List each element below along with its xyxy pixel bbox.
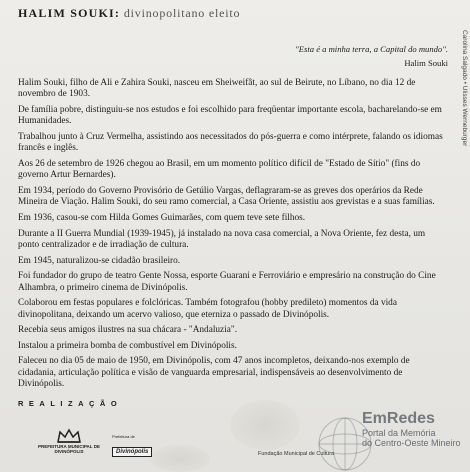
prefeitura-logo — [34, 428, 104, 454]
paper-stain — [230, 400, 300, 450]
emredes-watermark — [362, 410, 461, 448]
paragraph: Instalou a primeira bomba de combustível em Divinópolis. — [18, 340, 237, 351]
title-name: HALIM SOUKI: — [18, 6, 121, 20]
paragraph: Aos 26 de setembro de 1926 chegou ao Brasil, em um momento político difícil de "Estado de Sítio" (fins do governo Artur Bernardes). — [18, 159, 421, 181]
prefeitura-logo-text: PREFEITURA MUNICIPAL DE DIVINÓPOLIS — [38, 444, 100, 454]
photo-credit: Carolina Salgado • Ulisses Werneburger — [461, 30, 468, 147]
paragraph: Faleceu no dia 05 de maio de 1950, em Divinópolis, com 47 anos incompletos, deixando-nos exemplo de cidadania, articulação política e visão de vanguarda empresarial, indispensáveis ao desenvolvimento de Divinópolis. — [18, 356, 410, 390]
divinopolis-logo — [112, 434, 152, 458]
paragraph: De família pobre, distinguiu-se nos estudos e foi escolhido para freqüentar importante escola, bacharelando-se em Humanidades. — [18, 105, 442, 127]
epigraph-author: Halim Souki — [404, 58, 448, 68]
epigraph-quote: "Esta é a minha terra, a Capital do mundo". — [295, 44, 448, 54]
document-title — [18, 6, 240, 21]
title-subtitle: divinopolitano eleito — [120, 6, 241, 20]
biography-text — [18, 78, 448, 395]
watermark-line: Portal da Memória — [362, 428, 436, 438]
paragraph: Durante a II Guerra Mundial (1939-1945), já instalado na nova casa comercial, a Nova Oriente, fez desta, um ponto centralizador e de irradiação de cultura. — [18, 228, 426, 250]
paragraph: Halim Souki, filho de Ali e Zahira Souki, nasceu em Sheiweifât, ao sul de Beirute, no Líbano, no dia 12 de novembro de 1903. — [18, 78, 416, 100]
watermark-line: do Centro-Oeste Mineiro — [362, 438, 461, 448]
paper-stain — [150, 445, 210, 472]
paragraph: Em 1934, período do Governo Provisório de Getúlio Vargas, deflagraram-se as greves dos operários da Rede Mineira de Viação. Halim Souki, do seu ramo comercial, a Casa Oriente, assistiu aos grevistas e a suas famílias. — [18, 186, 435, 208]
divinopolis-logo-text: Divinópolis — [112, 447, 152, 457]
paragraph: Em 1945, naturalizou-se cidadão brasileiro. — [18, 255, 181, 266]
realizacao-heading: REALIZAÇÃO — [18, 399, 123, 408]
paragraph: Trabalhou junto à Cruz Vermelha, assistindo aos necessitados do pós-guerra e como intérprete, falando os idiomas francês e inglês. — [18, 132, 443, 154]
paragraph: Recebia seus amigos ilustres na sua chácara - "Andaluzia". — [18, 325, 238, 336]
paragraph: Em 1936, casou-se com Hilda Gomes Guimarães, com quem teve sete filhos. — [18, 213, 306, 223]
paragraph: Foi fundador do grupo de teatro Gente Nossa, esporte Guarani e Ferroviário e empresário na construção do Cine Alhambra, o primeiro cinema de Divinópolis. — [18, 271, 436, 293]
divinopolis-logo-pre: Prefeitura de — [112, 434, 135, 439]
fundacao-logo-text: Fundação Municipal de Cultura — [258, 451, 335, 457]
crown-emblem-icon — [56, 428, 82, 444]
paragraph: Colaborou em festas populares e folclóricas. Também fotografou (hobby predileto) momentos da vida divinopolitana, deixando um acervo valioso, que eterniza o passado de Divinópolis. — [18, 298, 397, 320]
watermark-title: EmRedes — [362, 410, 435, 427]
